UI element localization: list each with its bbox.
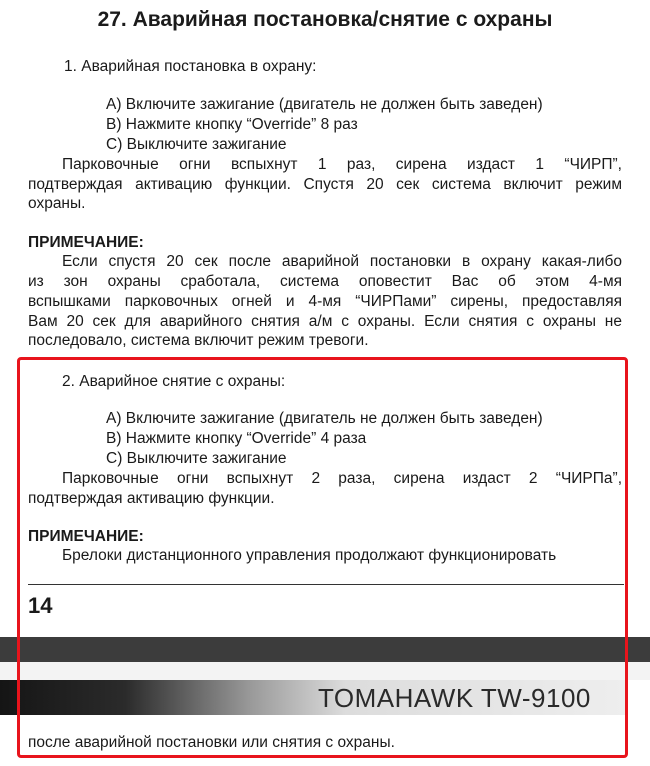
section1-body-line-2: подтверждая активацию функции. Спустя 20 сек система включит режим [28, 176, 622, 193]
section2-body-line-2: подтверждая активацию функции. [28, 490, 275, 507]
note2-label: ПРИМЕЧАНИЕ: [28, 528, 144, 545]
section1-step-a: A) Включите зажигание (двигатель не должен быть заведен) [106, 96, 543, 113]
section2-body-line-1: Парковочные огни вспыхнут 2 раза, сирена издаст 2 “ЧИРПа”, [62, 470, 622, 487]
page-title: 27. Аварийная постановка/снятие с охраны [97, 8, 553, 31]
page-number: 14 [28, 593, 53, 618]
note2-line-1: Брелоки дистанционного управления продолжают функционировать [62, 547, 557, 564]
note1-line-2: из зон охраны сработала, система оповестит Вас об этом 4-мя [28, 273, 622, 290]
section1-body-line-1: Парковочные огни вспыхнут 1 раз, сирена издаст 1 “ЧИРП”, [62, 156, 622, 173]
continuation-text: после аварийной постановки или снятия с охраны. [28, 734, 395, 751]
brand-label: TOMAHAWK TW-9100 [318, 683, 591, 713]
section1-heading: 1. Аварийная постановка в охрану: [64, 58, 317, 75]
note1-line-3: вспышками парковочных огней и 4-мя “ЧИРПами” сирены, предоставляя [28, 293, 622, 310]
section1-body-line-3: охраны. [28, 195, 86, 212]
section2-step-c: C) Выключите зажигание [106, 450, 287, 467]
highlight-frame [17, 357, 628, 758]
section2-heading: 2. Аварийное снятие с охраны: [62, 373, 286, 390]
note1-label: ПРИМЕЧАНИЕ: [28, 234, 144, 251]
section1-step-c: C) Выключите зажигание [106, 136, 287, 153]
note1-line-4: Вам 20 сек для аварийного снятия а/м с охраны. Если снятия с охраны не [28, 313, 622, 330]
section2-step-a: A) Включите зажигание (двигатель не должен быть заведен) [106, 410, 543, 427]
section2-step-b: B) Нажмите кнопку “Override” 4 раза [106, 430, 367, 447]
note1-line-5: последовало, система включит режим тревоги. [28, 332, 369, 349]
section1-step-b: B) Нажмите кнопку “Override” 8 раз [106, 116, 358, 133]
note1-line-1: Если спустя 20 сек после аварийной постановки в охрану какая-либо [62, 253, 622, 270]
